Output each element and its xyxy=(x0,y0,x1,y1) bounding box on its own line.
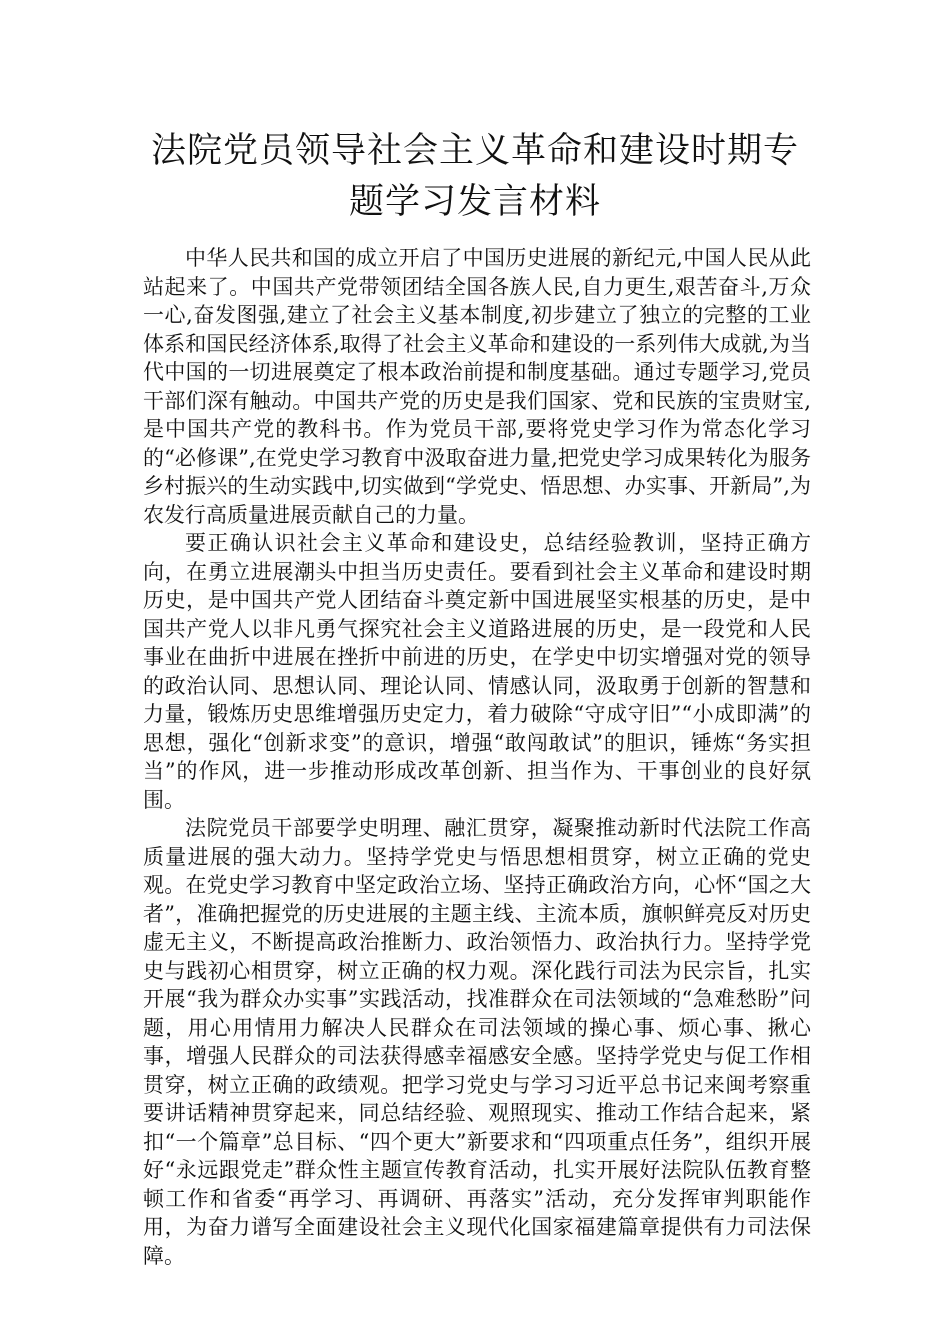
document-body xyxy=(143,244,811,1270)
title-line-2: 题学习发言材料 xyxy=(348,182,601,222)
document-title xyxy=(120,126,830,228)
paragraph-1: 中华人民共和国的成立开启了中国历史进展的新纪元,中国人民从此站起来了。中国共产党带领团结全国各族人民,自力更生,艰苦奋斗,万众一心,奋发图强,建立了社会主义基本制度,初步建立了独立的完整的工业体系和国民经济体系,取得了社会主义革命和建设的一系列伟大成就,为当代中国的一切进展奠定了根本政治前提和制度基础。通过专题学习,党员干部们深有触动。中国共产党的历史是我们国家、党和民族的宝贵财宝,是中国共产党的教科书。作为党员干部,要将党史学习作为常态化学习的“必修课”,在党史学习教育中汲取奋进力量,把党史学习成果转化为服务乡村振兴的生动实践中,切实做到“学党史、悟思想、办实事、开新局”,为农发行高质量进展贡献自己的力量。 xyxy=(143,246,811,527)
paragraph-3: 法院党员干部要学史明理、融汇贯穿，凝聚推动新时代法院工作高质量进展的强大动力。坚持学党史与悟思想相贯穿，树立正确的党史观。在党史学习教育中坚定政治立场、坚持正确政治方向，心怀“国之大者”，准确把握党的历史进展的主题主线、主流本质，旗帜鲜亮反对历史虚无主义，不断提高政治推断力、政治领悟力、政治执行力。坚持学党史与践初心相贯穿，树立正确的权力观。深化践行司法为民宗旨，扎实开展“我为群众办实事”实践活动，找准群众在司法领域的“急难愁盼”问题，用心用情用力解决人民群众在司法领域的操心事、烦心事、揪心事，增强人民群众的司法获得感幸福感安全感。坚持学党史与促工作相贯穿，树立正确的政绩观。把学习党史与学习习近平总书记来闽考察重要讲话精神贯穿起来，同总结经验、观照现实、推动工作结合起来，紧扣“一个篇章”总目标、“四个更大”新要求和“四项重点任务”，组织开展好“永远跟党走”群众性主题宣传教育活动，扎实开展好法院队伍教育整顿工作和省委“再学习、再调研、再落实”活动，充分发挥审判职能作用，为奋力谱写全面建设社会主义现代化国家福建篇章提供有力司法保障。 xyxy=(143,816,811,1268)
paragraph-2: 要正确认识社会主义革命和建设史，总结经验教训，坚持正确方向，在勇立进展潮头中担当历史责任。要看到社会主义革命和建设时期历史，是中国共产党人团结奋斗奠定新中国进展坚实根基的历史，是中国共产党人以非凡勇气探究社会主义道路进展的历史，是一段党和人民事业在曲折中进展在挫折中前进的历史，在学史中切实增强对党的领导的政治认同、思想认同、理论认同、情感认同，汲取勇于创新的智慧和力量，锻炼历史思维增强历史定力，着力破除“守成守旧”“小成即满”的思想，强化“创新求变”的意识，增强“敢闯敢试”的胆识，锤炼“务实担当”的作风，进一步推动形成改革创新、担当作为、干事创业的良好氛围。 xyxy=(143,531,811,812)
title-line-1: 法院党员领导社会主义革命和建设时期专 xyxy=(150,131,799,171)
